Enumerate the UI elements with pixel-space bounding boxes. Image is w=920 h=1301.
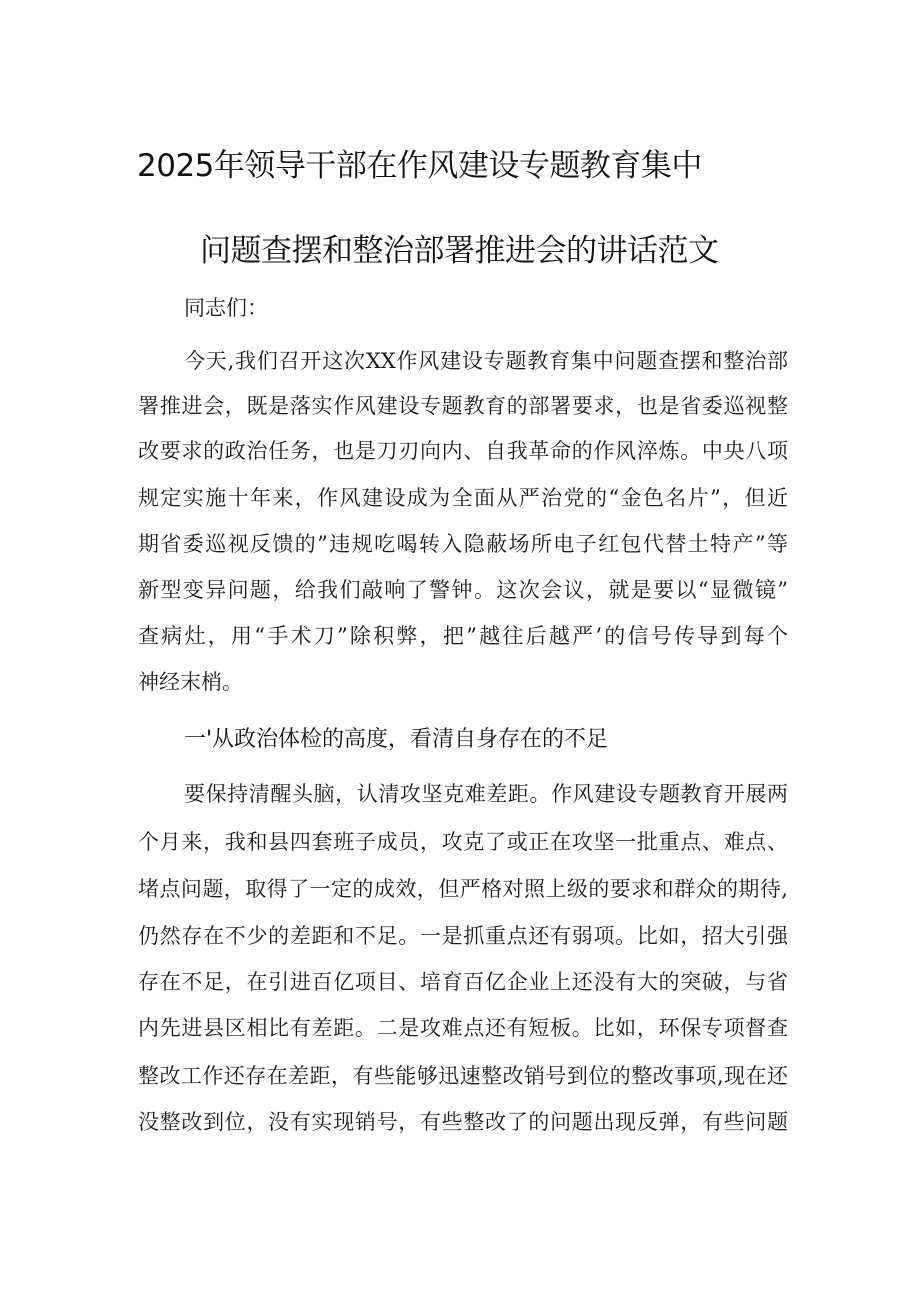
paragraph-line-text: 新型变异问题，给我们敲响了警钟。这次会议，就是要以“显微镜” xyxy=(138,578,788,602)
paragraph-line-text: 仍然存在不少的差距和不足。一是抓重点还有弱项。比如，招大引强 xyxy=(138,924,788,948)
paragraph-2-line-4 xyxy=(138,920,788,950)
paragraph-line-text: 内先进县区相比有差距。二是攻难点还有短板。比如，环保专项督查 xyxy=(138,1016,788,1040)
paragraph-2-line-6 xyxy=(138,1012,788,1042)
paragraph-1-line-5 xyxy=(138,528,788,558)
paragraph-line-text: 整改工作还存在差距，有些能够迅速整改销号到位的整改事项,现在还 xyxy=(138,1064,788,1088)
paragraph-1-line-6 xyxy=(138,574,788,604)
paragraph-1-line-2 xyxy=(138,390,788,420)
paragraph-line-text: 存在不足，在引进百亿项目、培育百亿企业上还没有大的突破，与省 xyxy=(138,970,788,994)
salutation: 同志们： xyxy=(184,296,268,320)
document-title-line-2: 问题查摆和整治部署推进会的讲话范文 xyxy=(200,233,719,269)
paragraph-2-line-7 xyxy=(138,1060,788,1090)
paragraph-line-text: 个月来，我和县四套班子成员，攻克了或正在攻坚一批重点、难点、 xyxy=(138,830,788,854)
paragraph-line-text: 没整改到位，没有实现销号，有些整改了的问题出现反弹，有些问题 xyxy=(138,1110,788,1134)
paragraph-1-line-7 xyxy=(138,620,788,650)
paragraph-1-line-1 xyxy=(184,345,788,375)
paragraph-line-text: 要保持清醒头脑，认清攻坚克难差距。作风建设专题教育开展两 xyxy=(184,782,788,806)
paragraph-1-line-8: 神经末梢。 xyxy=(138,670,243,694)
paragraph-line-text: 堵点问题，取得了一定的成效，但严格对照上级的要求和群众的期待, xyxy=(138,877,788,901)
section-heading-1: 一'从政治体检的高度，看清自身存在的不足 xyxy=(184,727,609,752)
paragraph-line-text: 规定实施十年来，作风建设成为全面从严治党的“金色名片”，但近 xyxy=(138,486,788,510)
paragraph-line-text: 期省委巡视反馈的”违规吃喝转入隐蔽场所电子红包代替土特产”等 xyxy=(138,532,788,556)
paragraph-line-text: 今天,我们召开这次XX作风建设专题教育集中问题查摆和整治部 xyxy=(184,349,788,373)
paragraph-line-text: 署推进会，既是落实作风建设专题教育的部署要求，也是省委巡视整 xyxy=(138,394,788,418)
paragraph-line-text: 改要求的政治任务，也是刀刃向内、自我革命的作风淬炼。中央八项 xyxy=(138,439,788,463)
paragraph-line-text: 查病灶，用“手术刀”除积弊，把”越往后越严’的信号传导到每个 xyxy=(138,624,788,648)
paragraph-1-line-4 xyxy=(138,482,788,512)
paragraph-1-line-3 xyxy=(138,435,788,465)
paragraph-2-line-2 xyxy=(138,826,788,856)
paragraph-2-line-8 xyxy=(138,1106,788,1136)
paragraph-2-line-5 xyxy=(138,966,788,996)
document-title-line-1: 2025年领导干部在作风建设专题教育集中 xyxy=(137,148,702,184)
paragraph-2-line-1 xyxy=(184,778,788,808)
paragraph-2-line-3 xyxy=(138,873,788,903)
